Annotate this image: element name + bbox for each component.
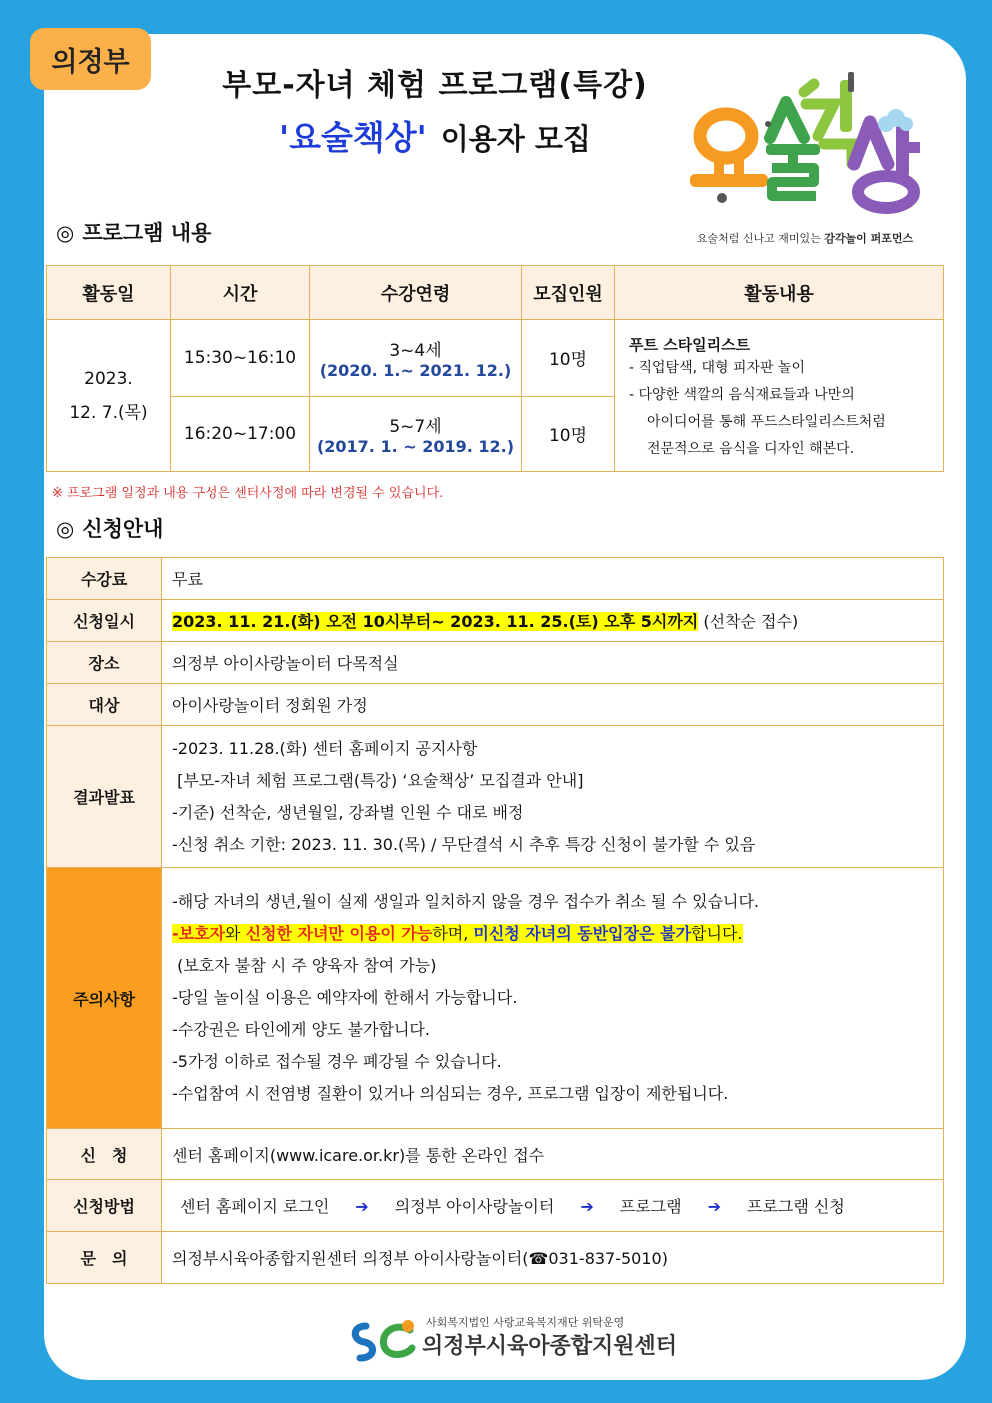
col-time: 시간	[171, 266, 310, 320]
table-row	[47, 726, 944, 868]
detail-line: 전문적으로 음식을 디자인 해본다.	[647, 441, 855, 457]
title-line2	[190, 112, 680, 159]
caution-text: 하며,	[432, 924, 474, 943]
schedule-notice: ※ 프로그램 일정과 내용 구성은 센터사정에 따라 변경될 수 있습니다.	[52, 486, 444, 501]
result-line: [부모-자녀 체험 프로그램(특강) ‘요술책상’ 모집결과 안내]	[172, 770, 584, 790]
table-row	[47, 558, 944, 600]
age-label: 3~4세	[389, 340, 442, 361]
caution-line: (보호자 불참 시 주 양육자 참여 가능)	[172, 956, 437, 975]
detail-line: 아이디어를 통해 푸드스타일리스트처럼	[647, 414, 886, 430]
table-row	[47, 868, 944, 1129]
target-value: 아이사랑놀이터 정회원 가정	[162, 684, 944, 726]
no-accompany-text: 미신청 자녀의 동반입장은 불가	[473, 924, 692, 943]
table-row	[47, 1180, 944, 1232]
age-label: 5~7세	[389, 416, 442, 437]
col-age: 수강연령	[310, 266, 522, 320]
period-highlight: 2023. 11. 21.(화) 오전 10시부터~ 2023. 11. 25.(토) 오후 5시까지	[172, 612, 699, 631]
program-header-row	[47, 266, 944, 320]
logo-letter-sul	[766, 102, 820, 196]
application-heading	[56, 513, 163, 543]
result-value	[162, 726, 944, 868]
arrow-right-icon: ➔	[355, 1197, 369, 1216]
col-date: 활동일	[47, 266, 171, 320]
application-heading-text: 신청안내	[82, 517, 164, 541]
session-time: 16:20~17:00	[171, 396, 310, 472]
guardian-text: -보호자	[172, 924, 226, 943]
caution-line: -당일 놀이실 이용은 예약자에 한해서 가능합니다.	[172, 988, 518, 1007]
caution-line: -해당 자녀의 생년,월이 실제 생일과 일치하지 않을 경우 접수가 취소 될 수 있습니다.	[172, 892, 760, 911]
target-label: 대상	[47, 684, 162, 726]
result-line: -기준) 선착순, 생년월일, 강좌별 인원 수 대로 배정	[172, 802, 524, 822]
result-label: 결과발표	[47, 726, 162, 868]
col-capacity: 모집인원	[522, 266, 615, 320]
table-row	[47, 684, 944, 726]
caution-label: 주의사항	[47, 868, 162, 1129]
period-note: (선착순 접수)	[698, 612, 799, 631]
logo-lettering	[674, 64, 944, 229]
caution-text: 와	[225, 924, 246, 943]
footer-center-name: 의정부시육아종합지원센터	[422, 1334, 678, 1359]
session-age	[310, 320, 522, 397]
title-rest: 이용자 모집	[440, 122, 591, 156]
program-heading-text: 프로그램 내용	[82, 221, 212, 245]
yosul-chaeksang-logo	[674, 64, 944, 252]
table-row	[47, 1232, 944, 1284]
session-age	[310, 396, 522, 472]
contact-label: 문 의	[47, 1232, 162, 1284]
caution-text: 합니다.	[691, 924, 743, 943]
application-table	[46, 557, 944, 1284]
session-time: 15:30~16:10	[171, 320, 310, 397]
program-heading	[56, 217, 211, 247]
logo-tagline-bold: 감각놀이 퍼포먼스	[824, 232, 914, 245]
result-line: -신청 취소 기한: 2023. 11. 30.(목) / 무단결석 시 추후 특강 신청이 불가할 수 있음	[172, 834, 756, 854]
arrow-right-icon: ➔	[580, 1197, 594, 1216]
program-table	[46, 265, 944, 472]
title-highlight: '요술책상'	[279, 118, 427, 157]
caution-line: -수업참여 시 전염병 질환이 있거나 의심되는 경우, 프로그램 입장이 제한됩니다.	[172, 1084, 729, 1103]
table-row	[47, 642, 944, 684]
col-activity: 활동내용	[615, 266, 944, 320]
contact-value: 의정부시육아종합지원센터 의정부 아이사랑놀이터(☎031-837-5010)	[162, 1232, 944, 1284]
caution-line: -수강권은 타인에게 양도 불가합니다.	[172, 1020, 430, 1039]
logo-tagline-plain: 요술처럼 신나고 재미있는	[696, 232, 825, 245]
table-row	[47, 600, 944, 642]
method-step: 의정부 아이사랑놀이터	[394, 1197, 555, 1216]
detail-line: - 다양한 색깔의 음식재료들과 나만의	[629, 387, 855, 403]
method-step: 센터 홈페이지 로그인	[180, 1197, 330, 1216]
method-step: 프로그램	[619, 1197, 682, 1216]
arrow-right-icon: ➔	[707, 1197, 721, 1216]
table-row	[47, 320, 944, 397]
center-logo-icon	[348, 1318, 420, 1366]
method-label: 신청방법	[47, 1180, 162, 1232]
session-capacity: 10명	[522, 320, 615, 397]
detail-line: - 직업탐색, 대형 피자판 놀이	[629, 360, 806, 376]
place-label: 장소	[47, 642, 162, 684]
age-range: (2020. 1.~ 2021. 12.)	[319, 360, 512, 380]
spoon-icon	[717, 193, 727, 203]
date-day: 12. 7.(목)	[69, 402, 148, 423]
age-range: (2017. 1. ~ 2019. 12.)	[316, 436, 515, 456]
region-badge: 의정부	[30, 28, 151, 90]
apply-value: 센터 홈페이지(www.icare.or.kr)를 통한 온라인 접수	[162, 1129, 944, 1180]
bullet-icon: ◎	[56, 221, 75, 245]
period-label: 신청일시	[47, 600, 162, 642]
logo-letter-yo	[690, 114, 768, 187]
fee-label: 수강료	[47, 558, 162, 600]
logo-tagline	[674, 230, 936, 246]
caution-line-highlight	[172, 918, 933, 950]
fee-value: 무료	[162, 558, 944, 600]
caution-line: -5가정 이하로 접수될 경우 폐강될 수 있습니다.	[172, 1052, 502, 1071]
enrolled-only-text: 신청한 자녀만 이용이 가능	[245, 924, 433, 943]
table-row	[47, 1129, 944, 1180]
date-year: 2023.	[84, 368, 133, 389]
period-value	[162, 600, 944, 642]
method-value	[162, 1180, 944, 1232]
session-capacity: 10명	[522, 396, 615, 472]
result-line: -2023. 11.28.(화) 센터 홈페이지 공지사항	[172, 738, 478, 758]
title-line1: 부모-자녀 체험 프로그램(특강)	[222, 68, 648, 103]
method-step: 프로그램 신청	[746, 1197, 845, 1216]
footer-operator: 사회복지법인 사랑교육복지재단 위탁운영	[426, 1316, 625, 1329]
activity-detail	[615, 320, 944, 472]
caution-value	[162, 868, 944, 1129]
detail-title: 푸트 스타일리스트	[629, 336, 751, 354]
apply-label: 신 청	[47, 1129, 162, 1180]
activity-date	[47, 320, 171, 472]
bullet-icon: ◎	[56, 517, 75, 541]
pencil-icon	[848, 72, 854, 92]
place-value: 의정부 아이사랑놀이터 다목적실	[162, 642, 944, 684]
caution-highlight	[172, 924, 743, 943]
